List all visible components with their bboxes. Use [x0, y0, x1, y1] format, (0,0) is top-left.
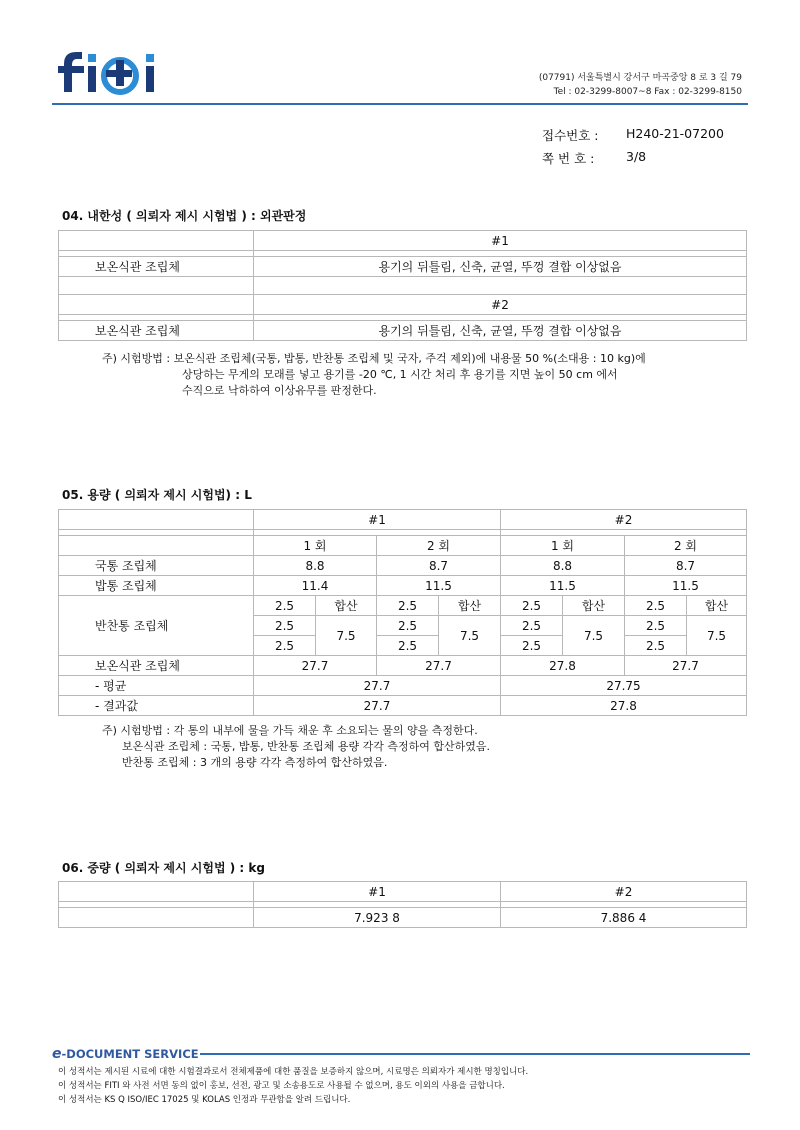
value-cell: 27.8 [501, 656, 625, 676]
value-cell: 2.5 [254, 616, 316, 636]
row-label: 국통 조립체 [59, 556, 254, 576]
section-05-title: 05. 용량 ( 의뢰자 제시 시험법) : L [62, 488, 252, 502]
sample-1-header: #1 [254, 231, 747, 251]
capacity-table [58, 509, 747, 716]
sum-cell: 7.5 [439, 616, 501, 656]
header-divider [52, 103, 748, 105]
sec04-note-1: 주) 시험방법 : 보온식관 조립체(국통, 밥통, 반찬통 조립체 및 국자, 주걱 제외)에 내용물 50 %(소대용 : 10 kg)에 [102, 352, 646, 365]
value-cell: 2.5 [254, 636, 316, 656]
value-cell: 11.4 [254, 576, 377, 596]
sec04-note-2: 상당하는 무게의 모래를 넣고 용기를 -20 ℃, 1 시간 처리 후 용기를 지면 높이 50 cm 에서 [182, 368, 618, 381]
sum-cell: 7.5 [316, 616, 377, 656]
logo-text: fiti [58, 46, 60, 47]
sum-header: 합산 [439, 596, 501, 616]
footer-line-3: 이 성적서는 KS Q ISO/IEC 17025 및 KOLAS 인정과 무관함을 알려 드립니다. [58, 1095, 351, 1105]
value-cell: 11.5 [377, 576, 501, 596]
row-label: 보온식관 조립체 [59, 321, 254, 341]
value-cell: 11.5 [625, 576, 747, 596]
value-cell: 2.5 [377, 596, 439, 616]
footer-line-1: 이 성적서는 제시된 시료에 대한 시험결과로서 전체제품에 대한 품질을 보증하지 않으며, 시료명은 의뢰자가 제시한 명칭입니다. [58, 1067, 529, 1077]
row-label: - 결과값 [59, 696, 254, 716]
value-cell: 27.7 [254, 656, 377, 676]
value-cell: 8.8 [254, 556, 377, 576]
page-number: 3/8 [626, 149, 647, 164]
section-04-title: 04. 내한성 ( 의뢰자 제시 시험법 ) : 외관판정 [62, 209, 307, 223]
result-2: 27.8 [501, 696, 747, 716]
sample-2-header: #2 [501, 882, 747, 902]
weight-1: 7.923 8 [254, 908, 501, 928]
value-cell: 2.5 [501, 636, 563, 656]
value-cell: 2.5 [625, 636, 687, 656]
row-label: - 평균 [59, 676, 254, 696]
run-1-header: 1 회 [254, 536, 377, 556]
average-2: 27.75 [501, 676, 747, 696]
sum-header: 합산 [687, 596, 747, 616]
sec05-note-2: 보온식관 조립체 : 국통, 밥통, 반찬통 조립체 용량 각각 측정하여 합산하였음. [122, 740, 490, 753]
e-document-service-title: e-DOCUMENT SERVICE [52, 1046, 199, 1062]
footer-line-2: 이 성적서는 FITI 와 사전 서면 동의 없이 홍보, 선전, 광고 및 소송용도로 사용될 수 없으며, 용도 이외의 사용을 금합니다. [58, 1081, 505, 1091]
sum-header: 합산 [316, 596, 377, 616]
value-cell: 27.7 [377, 656, 501, 676]
value-cell: 8.7 [625, 556, 747, 576]
value-cell: 2.5 [377, 616, 439, 636]
sec05-note-1: 주) 시험방법 : 각 통의 내부에 물을 가득 채운 후 소요되는 물의 양을 측정한다. [102, 724, 478, 737]
row-label: 보온식관 조립체 [59, 257, 254, 277]
run-1-header: 1 회 [501, 536, 625, 556]
value-cell: 2.5 [501, 616, 563, 636]
row-label: 반찬통 조립체 [59, 596, 254, 656]
receipt-number: H240-21-07200 [626, 126, 724, 141]
cold-resistance-table [58, 230, 747, 341]
result-1: 27.7 [254, 696, 501, 716]
sum-cell: 7.5 [563, 616, 625, 656]
value-cell: 2.5 [625, 596, 687, 616]
page-label: 쪽 번 호 : [542, 151, 595, 166]
sec05-note-3: 반찬통 조립체 : 3 개의 용량 각각 측정하여 합산하였음. [122, 756, 388, 769]
value-cell: 2.5 [254, 596, 316, 616]
address: (07791) 서울특별시 강서구 마곡중앙 8 로 3 길 79 [538, 73, 742, 83]
tel-fax: Tel : 02-3299-8007~8 Fax : 02-3299-8150 [553, 87, 742, 97]
sample-1-header: #1 [254, 882, 501, 902]
sample-1-header: #1 [254, 510, 501, 530]
weight-table [58, 881, 747, 928]
sample-2-header: #2 [501, 510, 747, 530]
row-label: 보온식관 조립체 [59, 656, 254, 676]
value-cell: 8.7 [377, 556, 501, 576]
receipt-label: 접수번호 : [542, 128, 599, 143]
row-label: 밥통 조립체 [59, 576, 254, 596]
weight-2: 7.886 4 [501, 908, 747, 928]
sum-cell: 7.5 [687, 616, 747, 656]
section-06-title: 06. 중량 ( 의뢰자 제시 시험법 ) : kg [62, 861, 265, 875]
result-2: 용기의 뒤틀림, 신축, 균열, 뚜껑 결합 이상없음 [254, 321, 747, 341]
value-cell: 2.5 [625, 616, 687, 636]
fiti-logo [58, 46, 183, 96]
value-cell: 8.8 [501, 556, 625, 576]
value-cell: 2.5 [501, 596, 563, 616]
value-cell: 2.5 [377, 636, 439, 656]
sec04-note-3: 수직으로 낙하하여 이상유무를 판정한다. [182, 384, 377, 397]
sum-header: 합산 [563, 596, 625, 616]
run-2-header: 2 회 [377, 536, 501, 556]
value-cell: 11.5 [501, 576, 625, 596]
sample-2-header: #2 [254, 295, 747, 315]
average-1: 27.7 [254, 676, 501, 696]
run-2-header: 2 회 [625, 536, 747, 556]
result-1: 용기의 뒤틀림, 신축, 균열, 뚜껑 결합 이상없음 [254, 257, 747, 277]
value-cell: 27.7 [625, 656, 747, 676]
footer-divider [200, 1053, 750, 1055]
